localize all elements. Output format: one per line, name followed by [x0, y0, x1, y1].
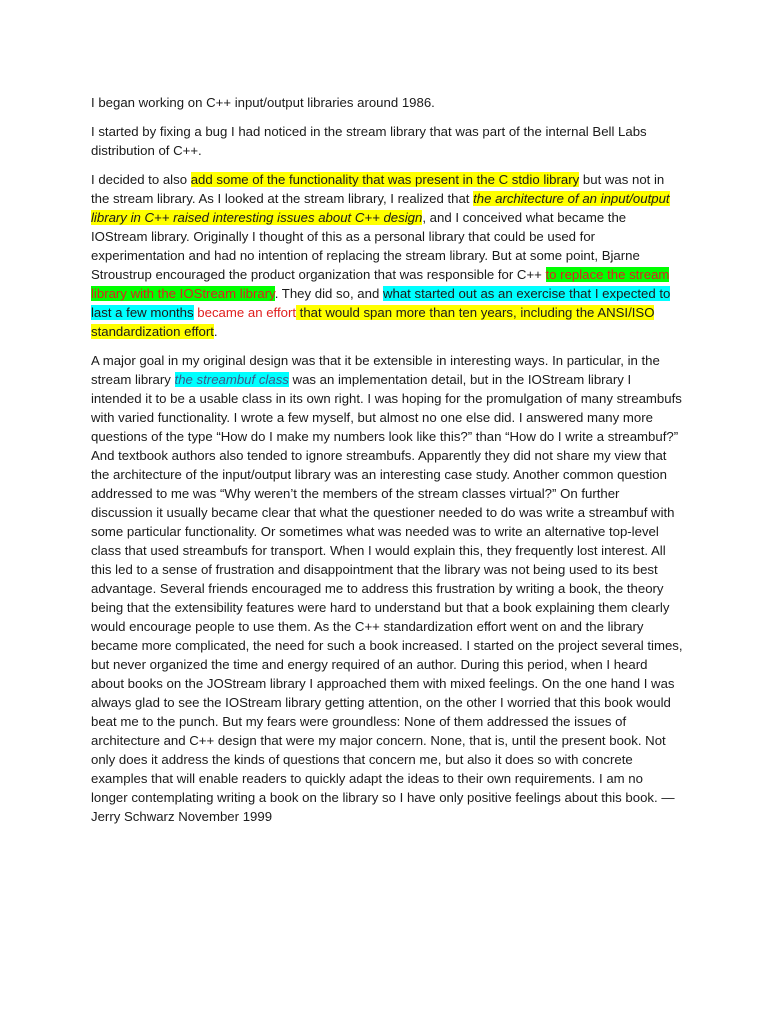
text-run: . They did so, and	[274, 286, 383, 301]
paragraph-4	[91, 351, 683, 826]
highlight-cyan-italic: the streambuf class	[174, 372, 289, 387]
text-run: was an implementation detail, but in the IOStream library I intended it to be a usable class in its own right. I was hoping for the promulgation of many streambufs with varied functionality. I wrote a few myself, but almost no one else did. I answered many more questions of the type “How do I make my numbers look like this?” than “How do I write a streambuf?” And textbook authors also tended to ignore streambufs. Apparently they did not share my view that the architecture of the input/output library was an interesting case study. Another common question addressed to me was “Why weren’t the members of the stream classes virtual?” On further discussion it usually became clear that what the questioner needed to do was write a streambuf with some particular functionality. Or sometimes what was needed was to write an alternative top-level class that used streambufs for transport. When I would explain this, they frequently lost interest. All this led to a sense of frustration and disappointment that the library was not being used to its best advantage. Several friends encouraged me to address this frustration by writing a book, the theory being that the extensibility features were hard to understand but that a book explaining them clearly would encourage people to use them. As the C++ standardization effort went on and the library became more complicated, the need for such a book increased. I started on the project several times, but never organized the time and energy required of an author. During this period, when I heard about books on the JOStream library I approached them with mixed feelings. On the one hand I was always glad to see the IOStream library getting attention, on the other I worried that this book would beat me to the punch. But my fears were groundless: None of them addressed the issues of architecture and C++ design that were my major concern. None, that is, until the present book. Not only does it address the kinds of questions that concern me, but also it does so with concrete examples that will enable readers to quickly adapt the ideas to their own requirements. I am no longer contemplating writing a book on the library so I have only positive feelings about this book. —Jerry Schwarz November 1999	[91, 372, 683, 824]
document-page	[91, 93, 683, 836]
highlight-yellow-italic: the architecture of an input/output library in C++ raised interesting issues about C++ design	[91, 191, 670, 225]
paragraph-1: I began working on C++ input/output libraries around 1986.	[91, 95, 435, 110]
text-run: .	[213, 324, 218, 339]
highlight-green: to replace the stream library with the IOStream library	[91, 267, 670, 301]
highlight-cyan: what started out as an exercise that I expected to last a few months	[91, 286, 671, 320]
text-run: but was not in the stream library. As I looked at the stream library, I realized that	[91, 172, 665, 206]
text-run: A major goal in my original design was that it be extensible in interesting ways. In particular, in the stream library	[91, 353, 660, 387]
red-text-run: became an effort	[193, 305, 297, 320]
text-run: I decided to also	[91, 172, 191, 187]
paragraph-3	[91, 170, 683, 341]
highlight-yellow: add some of the functionality that was present in the C stdio library	[190, 172, 580, 187]
text-run: , and I conceived what became the IOStream library. Originally I thought of this as a personal library that could be used for experimentation and had no intention of replacing the stream library. But at some point, Bjarne Stroustrup encouraged the product organization that was responsible for C++	[91, 210, 640, 282]
paragraph-2: I started by fixing a bug I had noticed in the stream library that was part of the internal Bell Labs distribution of C++.	[91, 124, 647, 158]
highlight-yellow: that would span more than ten years, including the ANSI/ISO standardization effort	[91, 305, 655, 339]
